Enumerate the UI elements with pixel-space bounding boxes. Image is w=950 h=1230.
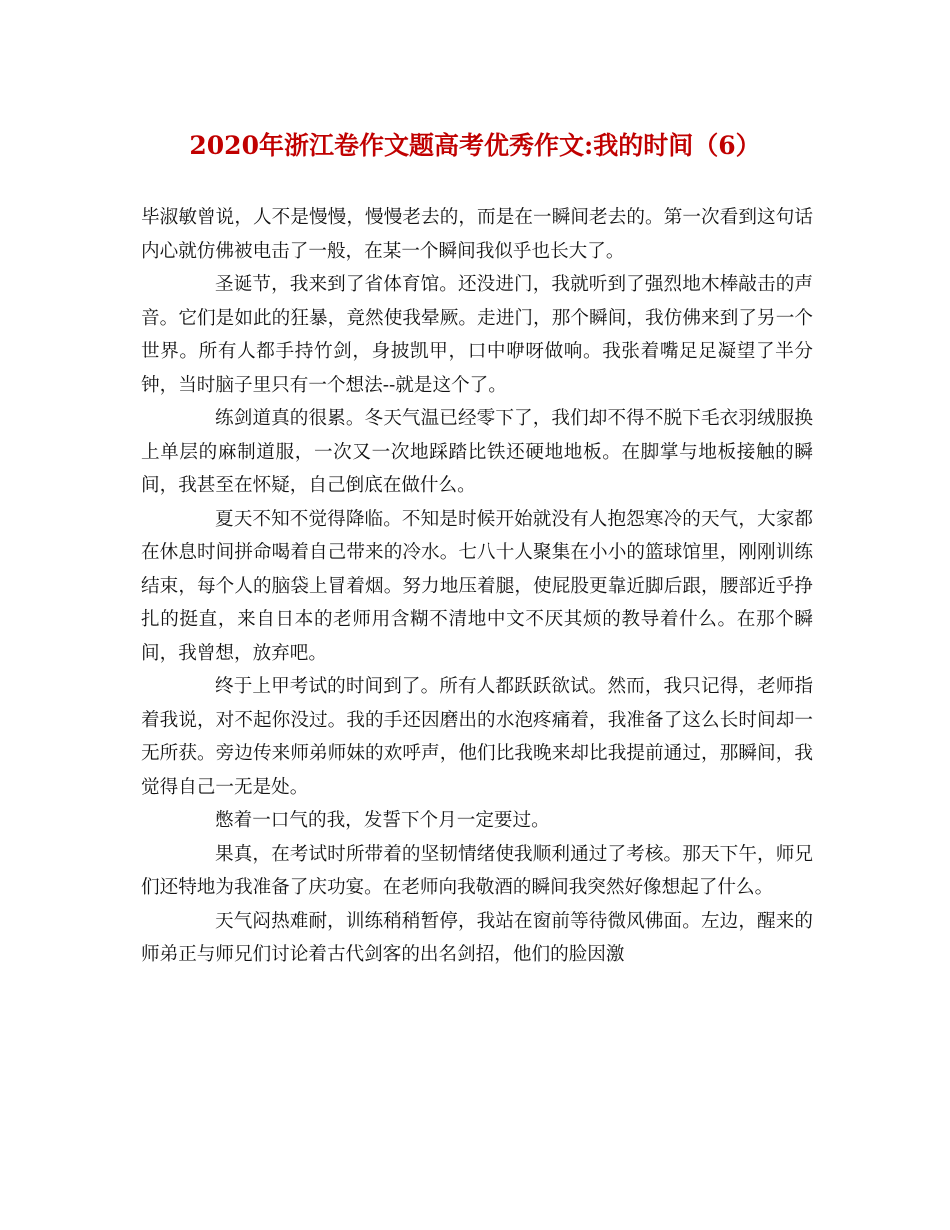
paragraph-7: 果真，在考试时所带着的坚韧情绪使我顺利通过了考核。那天下午，师兄们还特地为我准备了庆功宴。在老师向我敬酒的瞬间我突然好像想起了什么。 bbox=[141, 843, 813, 898]
paragraph-8: 天气闷热难耐，训练稍稍暂停，我站在窗前等待微风佛面。左边，醒来的师弟正与师兄们讨论着古代剑客的出名剑招，他们的脸因激 bbox=[141, 910, 813, 965]
paragraph-2: 圣诞节，我来到了省体育馆。还没进门，我就听到了强烈地木棒敲击的声音。它们是如此的狂暴，竟然使我晕厥。走进门，那个瞬间，我仿佛来到了另一个世界。所有人都手持竹剑，身披凯甲，口中咿呀做响。我张着嘴足足凝望了半分钟，当时脑子里只有一个想法--就是这个了。 bbox=[141, 274, 813, 396]
paragraph-5: 终于上甲考试的时间到了。所有人都跃跃欲试。然而，我只记得，老师指着我说，对不起你没过。我的手还因磨出的水泡疼痛着，我准备了这么长时间却一无所获。旁边传来师弟师妹的欢呼声，他们比我晚来却比我提前通过，那瞬间，我觉得自己一无是处。 bbox=[141, 676, 813, 798]
paragraph-1: 毕淑敏曾说，人不是慢慢，慢慢老去的，而是在一瞬间老去的。第一次看到这句话内心就仿佛被电击了一般，在某一个瞬间我似乎也长大了。 bbox=[141, 207, 813, 262]
paragraph-3: 练剑道真的很累。冬天气温已经零下了，我们却不得不脱下毛衣羽绒服换上单层的麻制道服，一次又一次地踩踏比铁还硬地地板。在脚掌与地板接触的瞬间，我甚至在怀疑，自己倒底在做什么。 bbox=[141, 408, 813, 496]
document-body bbox=[141, 201, 813, 972]
document-title: 2020年浙江卷作文题高考优秀作文:我的时间（6） bbox=[189, 131, 761, 160]
paragraph-6: 憋着一口气的我，发誓下个月一定要过。 bbox=[215, 810, 550, 831]
paragraph-4: 夏天不知不觉得降临。不知是时候开始就没有人抱怨寒冷的天气，大家都在休息时间拼命喝着自己带来的冷水。七八十人聚集在小小的篮球馆里，刚刚训练结束，每个人的脑袋上冒着烟。努力地压着腿，使屁股更靠近脚后跟，腰部近乎挣扎的挺直，来自日本的老师用含糊不清地中文不厌其烦的教导着什么。在那个瞬间，我曾想，放弃吧。 bbox=[141, 508, 813, 664]
